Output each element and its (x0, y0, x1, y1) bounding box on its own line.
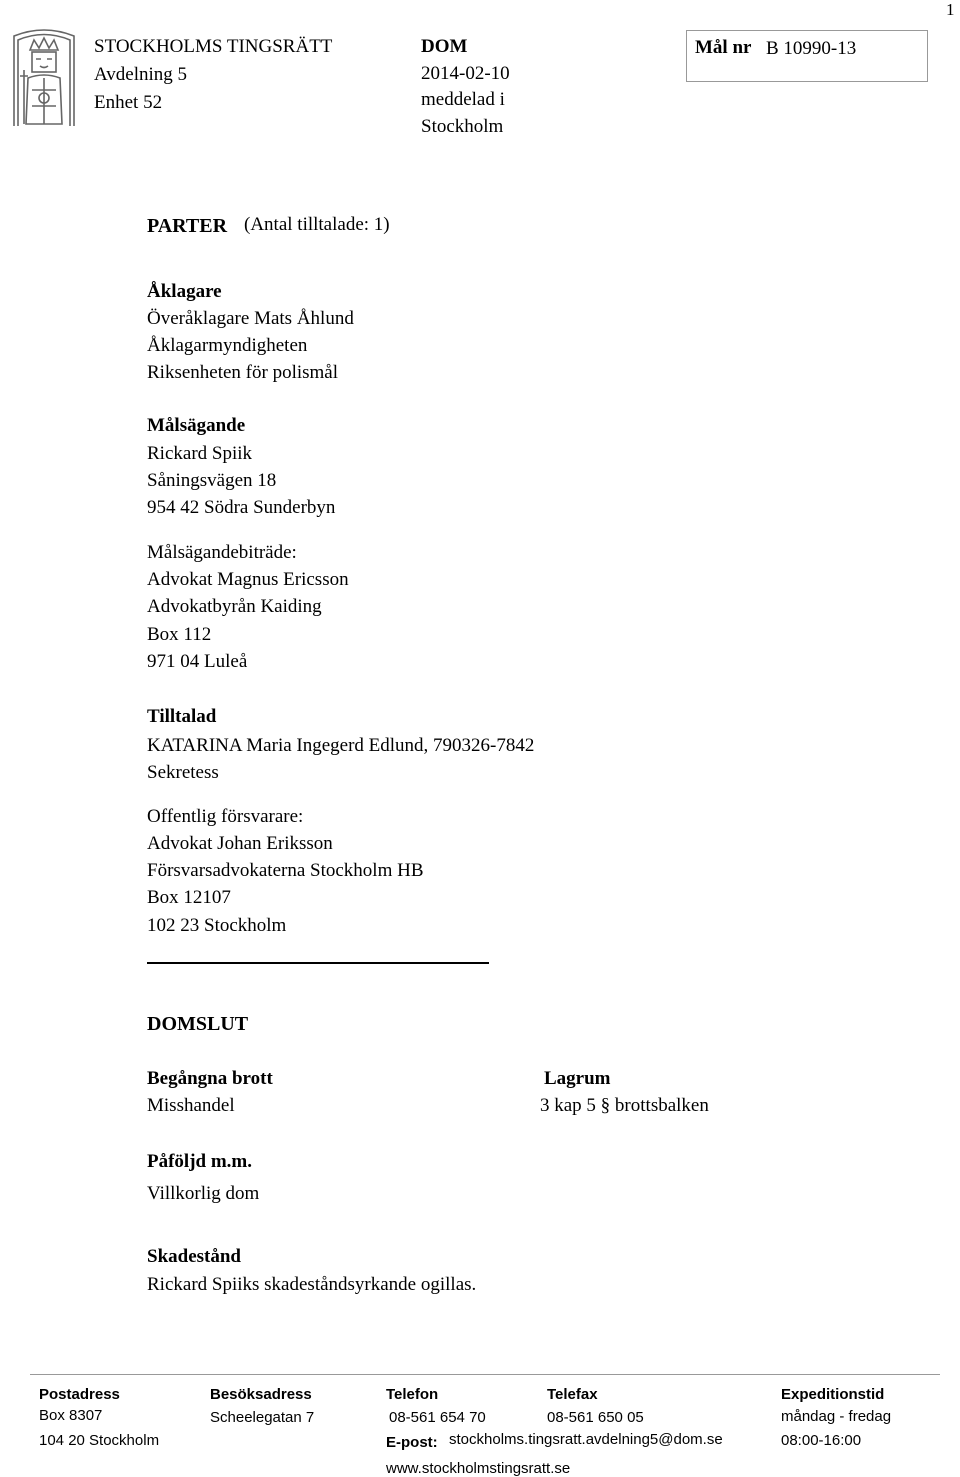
plaintiff-name: Rickard Spiik (147, 443, 253, 464)
plaintiff-counsel-name: Advokat Magnus Ericsson (147, 569, 349, 590)
division: Avdelning 5 (94, 64, 188, 85)
footer-fax: 08-561 650 05 (547, 1409, 644, 1426)
footer-hours-time: 08:00-16:00 (781, 1432, 862, 1449)
prosecutor-unit: Riksenheten för polismål (147, 362, 339, 383)
plaintiff-counsel-firm: Advokatbyrån Kaiding (147, 596, 322, 617)
crime: Misshandel (147, 1095, 235, 1116)
footer-fax-label: Telefax (547, 1386, 598, 1403)
case-label: Mål nr (695, 37, 752, 58)
footer-rule (30, 1374, 940, 1375)
plaintiff-counsel-city: 971 04 Luleå (147, 651, 248, 672)
crimes-label: Begångna brott (147, 1068, 273, 1089)
law-label: Lagrum (544, 1068, 611, 1089)
footer-postal-line1: Box 8307 (39, 1407, 103, 1424)
plaintiff-counsel-label: Målsägandebiträde: (147, 542, 297, 563)
doc-date: 2014-02-10 (421, 63, 510, 84)
footer-phone-label: Telefon (386, 1386, 439, 1403)
court-seal-logo (4, 26, 84, 132)
footer-hours-label: Expeditionstid (781, 1386, 885, 1403)
footer-postal-line2: 104 20 Stockholm (39, 1432, 160, 1449)
plaintiff-label: Målsägande (147, 415, 246, 436)
plaintiff-street: Såningsvägen 18 (147, 470, 277, 491)
footer-phone: 08-561 654 70 (389, 1409, 486, 1426)
sanction-label: Påföljd m.m. (147, 1151, 253, 1172)
footer-website-link[interactable]: www.stockholmstingsratt.se (386, 1460, 571, 1477)
parties-heading: PARTER (147, 215, 228, 237)
footer-postal-label: Postadress (39, 1386, 120, 1403)
footer-visit-line1: Scheelegatan 7 (210, 1409, 315, 1426)
defendant-label: Tilltalad (147, 706, 217, 727)
law: 3 kap 5 § brottsbalken (540, 1095, 709, 1116)
parties-note: (Antal tilltalade: 1) (244, 214, 390, 235)
damages-label: Skadestånd (147, 1246, 241, 1267)
prosecutor-agency: Åklagarmyndigheten (147, 335, 308, 356)
doc-type: DOM (421, 36, 468, 57)
prosecutor-name: Överåklagare Mats Åhlund (147, 308, 354, 329)
defense-counsel-firm: Försvarsadvokaterna Stockholm HB (147, 860, 424, 881)
defense-counsel-name: Advokat Johan Eriksson (147, 833, 333, 854)
defendant-name: KATARINA Maria Ingegerd Edlund, 790326-7842 (147, 735, 535, 756)
defendant-confidential: Sekretess (147, 762, 219, 783)
court-name: STOCKHOLMS TINGSRÄTT (94, 36, 333, 57)
prosecutor-label: Åklagare (147, 281, 222, 302)
case-number: B 10990-13 (766, 38, 857, 59)
section-divider (147, 962, 489, 964)
footer-visit-label: Besöksadress (210, 1386, 312, 1403)
page-number: 1 (946, 0, 955, 19)
issued-place: Stockholm (421, 116, 504, 137)
defense-counsel-city: 102 23 Stockholm (147, 915, 287, 936)
verdict-heading: DOMSLUT (147, 1013, 249, 1035)
unit: Enhet 52 (94, 92, 163, 113)
defense-counsel-label: Offentlig försvarare: (147, 806, 304, 827)
footer-email-label: E-post: (386, 1434, 438, 1451)
damages: Rickard Spiiks skadeståndsyrkande ogillas. (147, 1274, 477, 1295)
defense-counsel-box: Box 12107 (147, 887, 231, 908)
plaintiff-counsel-box: Box 112 (147, 624, 212, 645)
sanction: Villkorlig dom (147, 1183, 260, 1204)
issued-label: meddelad i (421, 89, 505, 110)
footer-hours-days: måndag - fredag (781, 1408, 892, 1425)
plaintiff-city: 954 42 Södra Sunderbyn (147, 497, 336, 518)
footer-email-link[interactable]: stockholms.tingsratt.avdelning5@dom.se (449, 1431, 723, 1448)
